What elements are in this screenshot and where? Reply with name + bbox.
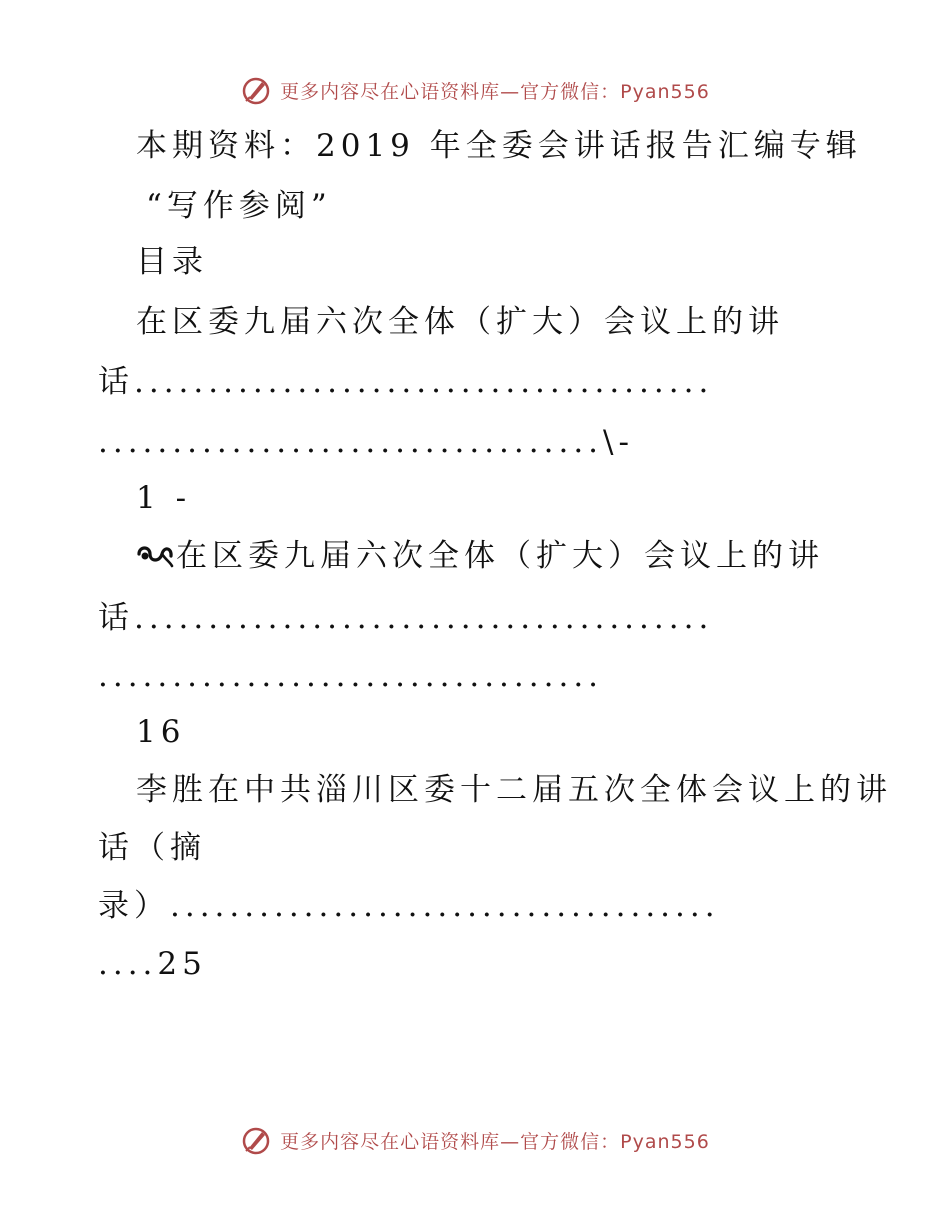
toc-entry-3-title-cont: 话（摘 (98, 830, 206, 866)
toc-entry-1-page: 1 - (136, 480, 192, 516)
footer-watermark-text: 更多内容尽在心语资料库—官方微信：Pyan556 (280, 1130, 710, 1153)
document-subtitle: “写作参阅” (146, 188, 332, 224)
footer-watermark (0, 1120, 950, 1160)
toc-label: 目录 (136, 244, 208, 280)
toc-entry-2-title: 在区委九届六次全体（扩大）会议上的讲 (176, 538, 824, 574)
toc-entry-1-leader-cont: ..................................\- (98, 424, 634, 460)
fleuron-icon (136, 540, 174, 570)
toc-entry-2-title-row[interactable] (136, 536, 824, 576)
header-watermark-text: 更多内容尽在心语资料库—官方微信：Pyan556 (280, 80, 710, 103)
toc-entry-3-page: ....25 (98, 946, 207, 982)
toc-entry-3-leader: 录）..................................... (98, 888, 720, 924)
quill-logo-icon (240, 1124, 272, 1156)
toc-entry-2-leader-cont: .................................. (98, 658, 604, 694)
toc-entry-1-title[interactable]: 在区委九届六次全体（扩大）会议上的讲 (136, 304, 784, 340)
toc-entry-2-page: 16 (136, 714, 186, 750)
document-heading: 本期资料：2019 年全委会讲话报告汇编专辑 (136, 128, 862, 164)
toc-entry-1-leader: 话....................................... (98, 364, 714, 400)
toc-entry-3-title[interactable]: 李胜在中共淄川区委十二届五次全体会议上的讲 (136, 772, 892, 808)
toc-entry-2-leader: 话....................................... (98, 600, 714, 636)
